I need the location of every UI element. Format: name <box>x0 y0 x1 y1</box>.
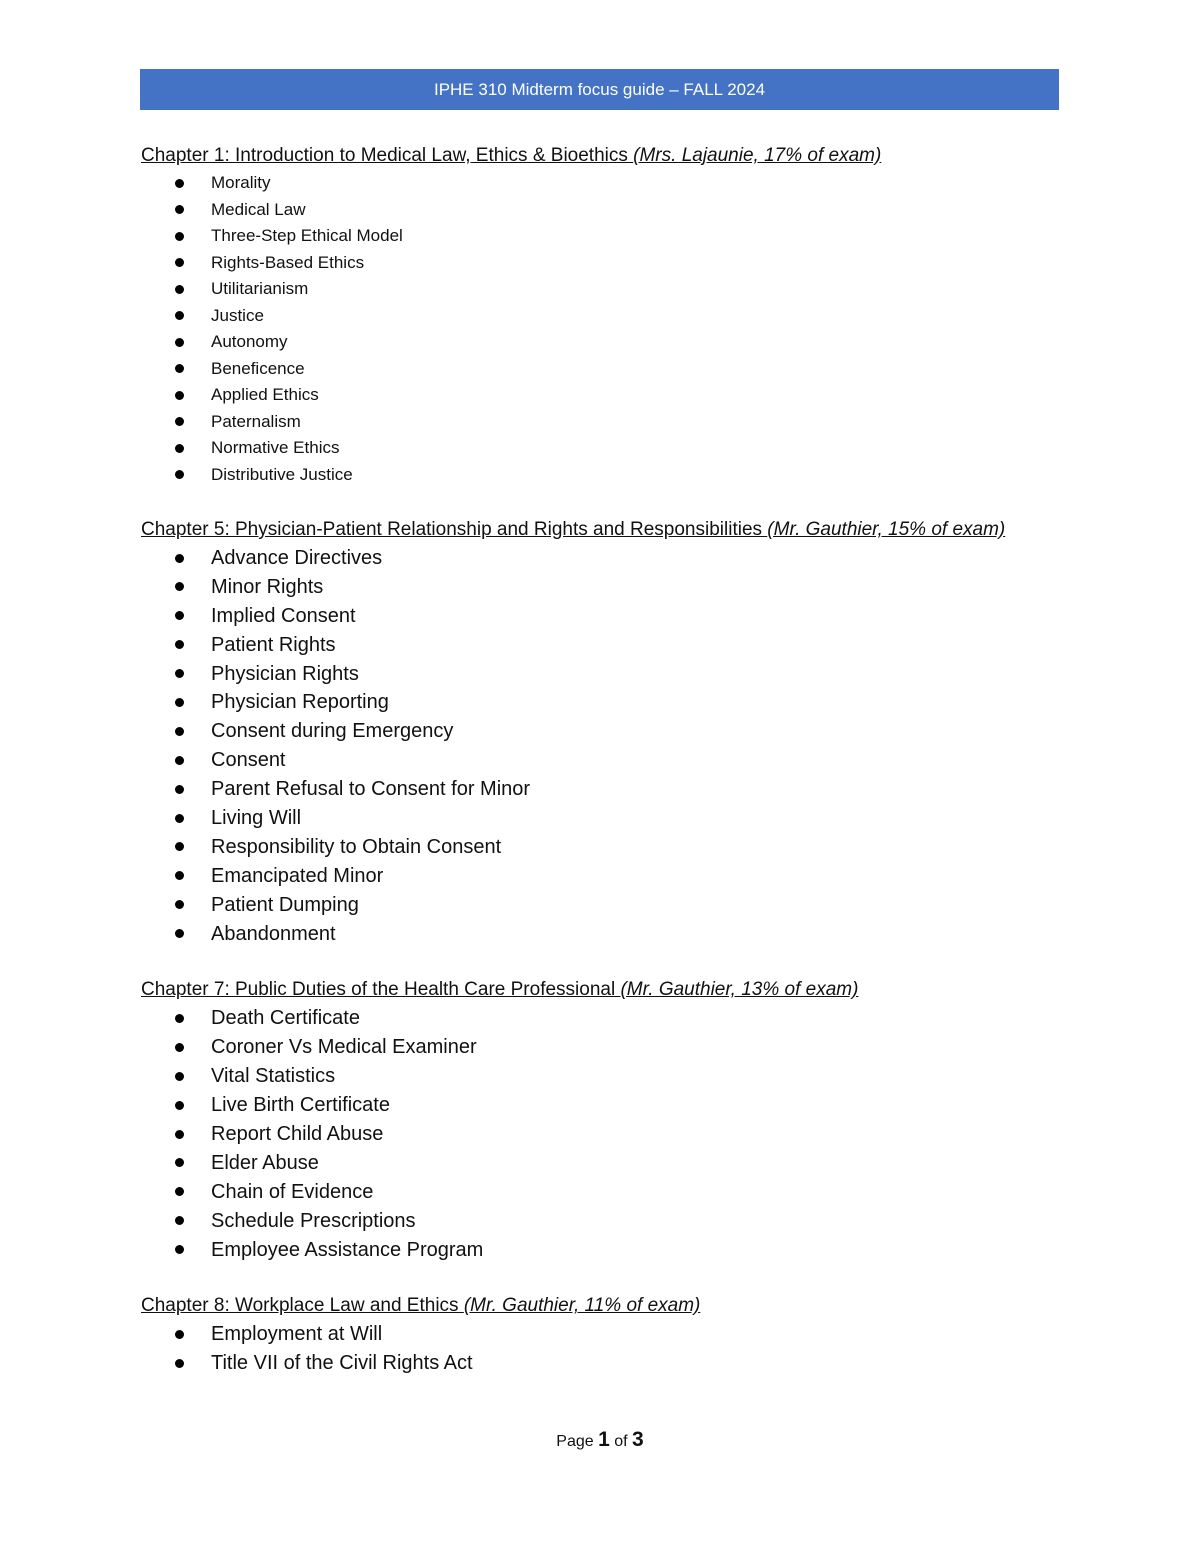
topic-item: Death Certificate <box>141 1004 1059 1033</box>
topic-item: Live Birth Certificate <box>141 1091 1059 1120</box>
topic-item: Physician Reporting <box>141 688 1059 717</box>
topic-item: Abandonment <box>141 920 1059 949</box>
chapter-8-section <box>141 1292 1059 1378</box>
topic-item: Title VII of the Civil Rights Act <box>141 1349 1059 1378</box>
topic-item: Beneficence <box>141 356 1059 383</box>
topic-item: Patient Dumping <box>141 891 1059 920</box>
topic-item: Parent Refusal to Consent for Minor <box>141 775 1059 804</box>
current-page-number: 1 <box>598 1428 610 1451</box>
document-header <box>140 69 1059 110</box>
page-number-footer <box>0 1428 1200 1452</box>
topic-item: Employee Assistance Program <box>141 1236 1059 1265</box>
topic-item: Physician Rights <box>141 660 1059 689</box>
chapter-5-section <box>141 516 1059 948</box>
topic-item: Vital Statistics <box>141 1062 1059 1091</box>
chapter-5-heading <box>141 516 1059 544</box>
chapter-5-topic-list <box>141 544 1059 948</box>
topic-item: Consent <box>141 746 1059 775</box>
chapter-5-meta: (Mr. Gauthier, 15% of exam) <box>767 519 1006 540</box>
topic-item: Living Will <box>141 804 1059 833</box>
chapter-8-topic-list <box>141 1320 1059 1378</box>
chapter-1-meta: (Mrs. Lajaunie, 17% of exam) <box>633 145 882 166</box>
topic-item: Chain of Evidence <box>141 1178 1059 1207</box>
chapter-5-title: Chapter 5: Physician-Patient Relationship and Rights and Responsibilities <box>141 519 768 540</box>
topic-item: Implied Consent <box>141 602 1059 631</box>
chapter-7-meta: (Mr. Gauthier, 13% of exam) <box>620 979 859 1001</box>
topic-item: Minor Rights <box>141 573 1059 602</box>
document-body <box>141 142 1059 1406</box>
topic-item: Normative Ethics <box>141 435 1059 462</box>
topic-item: Patient Rights <box>141 631 1059 660</box>
topic-item: Three-Step Ethical Model <box>141 223 1059 250</box>
chapter-7-topic-list <box>141 1004 1059 1264</box>
topic-item: Justice <box>141 303 1059 330</box>
chapter-1-topic-list <box>141 170 1059 488</box>
topic-item: Elder Abuse <box>141 1149 1059 1178</box>
topic-item: Emancipated Minor <box>141 862 1059 891</box>
chapter-7-heading <box>141 976 1059 1004</box>
topic-item: Medical Law <box>141 197 1059 224</box>
topic-item: Schedule Prescriptions <box>141 1207 1059 1236</box>
topic-item: Employment at Will <box>141 1320 1059 1349</box>
topic-item: Paternalism <box>141 409 1059 436</box>
page-label: Page <box>556 1433 599 1450</box>
topic-item: Report Child Abuse <box>141 1120 1059 1149</box>
topic-item: Rights-Based Ethics <box>141 250 1059 277</box>
topic-item: Utilitarianism <box>141 276 1059 303</box>
topic-item: Responsibility to Obtain Consent <box>141 833 1059 862</box>
chapter-8-meta: (Mr. Gauthier, 11% of exam) <box>463 1295 701 1317</box>
chapter-7-section <box>141 976 1059 1264</box>
of-label: of <box>609 1433 633 1450</box>
topic-item: Advance Directives <box>141 544 1059 573</box>
chapter-8-title: Chapter 8: Workplace Law and Ethics <box>141 1295 464 1317</box>
topic-item: Distributive Justice <box>141 462 1059 489</box>
chapter-1-title: Chapter 1: Introduction to Medical Law, Ethics & Bioethics <box>141 145 634 166</box>
document-title: IPHE 310 Midterm focus guide – FALL 2024 <box>433 80 766 99</box>
topic-item: Autonomy <box>141 329 1059 356</box>
chapter-1-heading <box>141 142 1059 170</box>
topic-item: Coroner Vs Medical Examiner <box>141 1033 1059 1062</box>
topic-item: Morality <box>141 170 1059 197</box>
topic-item: Applied Ethics <box>141 382 1059 409</box>
chapter-1-section <box>141 142 1059 488</box>
chapter-7-title: Chapter 7: Public Duties of the Health Care Professional <box>141 979 621 1001</box>
topic-item: Consent during Emergency <box>141 717 1059 746</box>
total-pages-number: 3 <box>632 1428 644 1451</box>
chapter-8-heading <box>141 1292 1059 1320</box>
